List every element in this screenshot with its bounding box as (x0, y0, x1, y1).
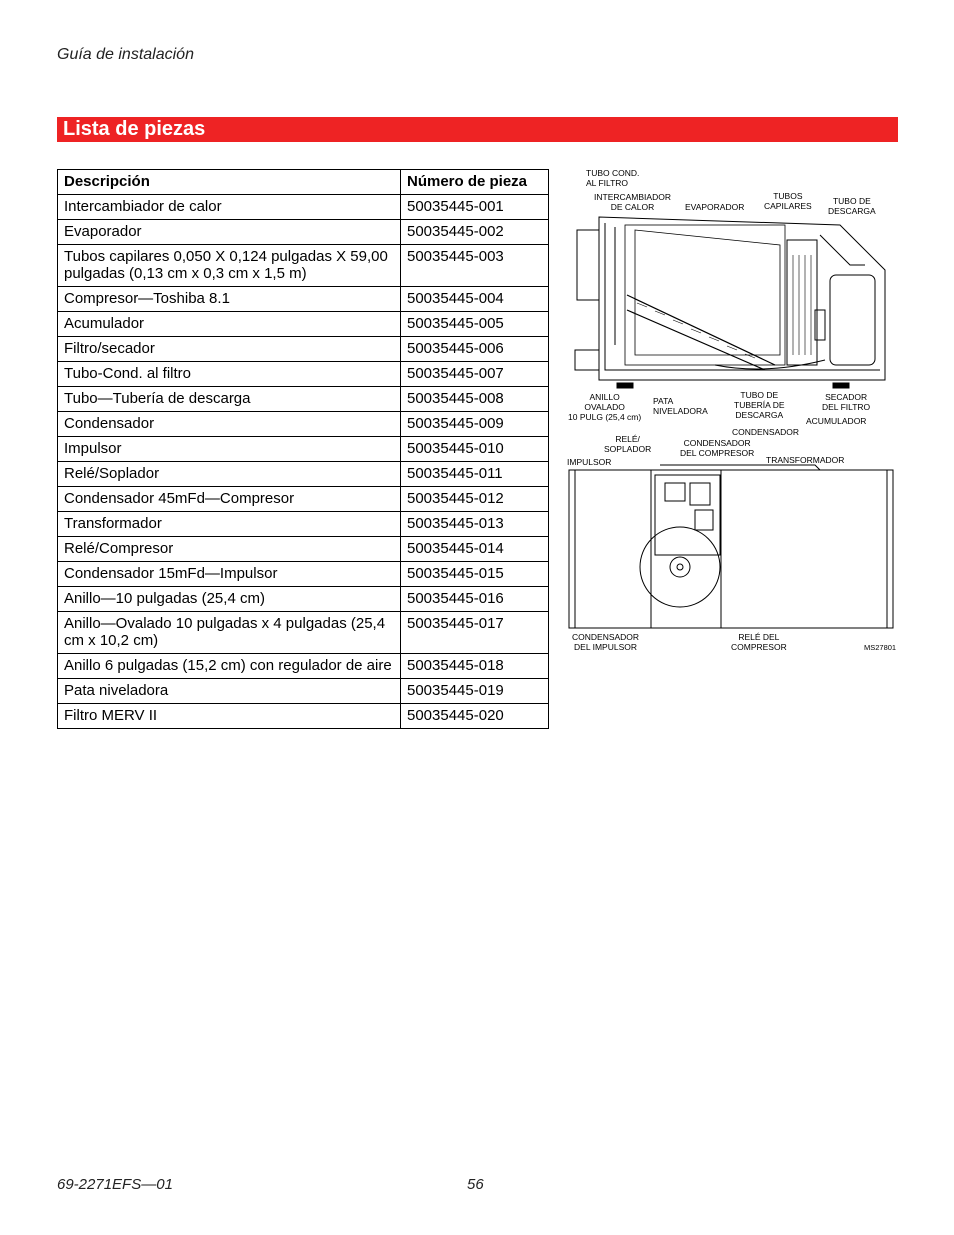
cell-part-number: 50035445-020 (401, 704, 549, 729)
cell-part-number: 50035445-007 (401, 362, 549, 387)
label-rele-compresor: RELÉ DEL COMPRESOR (731, 632, 787, 652)
label-acumulador: ACUMULADOR (806, 416, 867, 426)
leveling-leg-left (617, 383, 633, 388)
table-row (58, 337, 549, 362)
cell-description: Filtro/secador (58, 337, 401, 362)
cell-part-number: 50035445-005 (401, 312, 549, 337)
cell-description: Anillo—10 pulgadas (25,4 cm) (58, 587, 401, 612)
cell-description: Condensador 15mFd—Impulsor (58, 562, 401, 587)
section-title: Lista de piezas (57, 117, 898, 142)
cell-part-number: 50035445-010 (401, 437, 549, 462)
table-row (58, 287, 549, 312)
cell-part-number: 50035445-018 (401, 654, 549, 679)
table-row (58, 412, 549, 437)
header-title: Guía de instalación (57, 46, 194, 63)
label-condensador: CONDENSADOR (732, 427, 800, 437)
table-row (58, 679, 549, 704)
label-evaporador: EVAPORADOR (685, 202, 745, 212)
parts-diagram (565, 165, 905, 665)
label-transformador: TRANSFORMADOR (766, 455, 845, 465)
table-row (58, 487, 549, 512)
transformer-shape (695, 510, 713, 530)
table-row (58, 512, 549, 537)
compressor-capacitor-shape (690, 483, 710, 505)
cell-description: Relé/Soplador (58, 462, 401, 487)
label-secador-filtro: SECADOR DEL FILTRO (822, 392, 871, 412)
ring-mount (575, 350, 599, 370)
cell-part-number: 50035445-014 (401, 537, 549, 562)
cell-part-number: 50035445-017 (401, 612, 549, 654)
condenser-shape (787, 240, 817, 365)
label-impulsor: IMPULSOR (567, 457, 612, 467)
cell-description: Relé/Compresor (58, 537, 401, 562)
cell-part-number: 50035445-012 (401, 487, 549, 512)
coil-strip (627, 295, 775, 370)
cell-part-number: 50035445-015 (401, 562, 549, 587)
label-pata-niveladora: PATA NIVELADORA (653, 396, 708, 416)
cell-description: Anillo—Ovalado 10 pulgadas x 4 pulgadas (25,4 cm x 10,2 cm) (58, 612, 401, 654)
table-row (58, 537, 549, 562)
diagram-code: MS27801 (864, 643, 897, 652)
cell-description: Tubo—Tubería de descarga (58, 387, 401, 412)
cell-description: Anillo 6 pulgadas (15,2 cm) con regulador de aire (58, 654, 401, 679)
table-row (58, 195, 549, 220)
footer-page-number: 56 (467, 1176, 484, 1193)
oval-ring-shape (577, 230, 599, 300)
table-row (58, 654, 549, 679)
cell-part-number: 50035445-008 (401, 387, 549, 412)
table-row (58, 704, 549, 729)
parts-table-body (58, 195, 549, 729)
label-rele-soplador: RELÉ/ SOPLADOR (604, 434, 652, 454)
table-row (58, 312, 549, 337)
cell-description: Intercambiador de calor (58, 195, 401, 220)
cell-description: Compresor—Toshiba 8.1 (58, 287, 401, 312)
table-row (58, 437, 549, 462)
cell-part-number: 50035445-006 (401, 337, 549, 362)
parts-table (57, 169, 549, 729)
blower-wheel-shape (640, 527, 720, 607)
cell-description: Acumulador (58, 312, 401, 337)
cell-part-number: 50035445-002 (401, 220, 549, 245)
table-row (58, 462, 549, 487)
leveling-leg-right (833, 383, 849, 388)
cell-description: Transformador (58, 512, 401, 537)
table-row (58, 387, 549, 412)
cell-description: Condensador (58, 412, 401, 437)
label-anillo-ovalado: ANILLO OVALADO 10 PULG (25,4 cm) (568, 392, 642, 422)
cell-description: Tubos capilares 0,050 X 0,124 pulgadas X 59,00 pulgadas (0,13 cm x 0,3 cm x 1,5 m) (58, 245, 401, 287)
cell-description: Filtro MERV II (58, 704, 401, 729)
cell-part-number: 50035445-016 (401, 587, 549, 612)
unit-housing-front (569, 470, 893, 628)
cell-description: Condensador 45mFd—Compresor (58, 487, 401, 512)
cell-description: Tubo-Cond. al filtro (58, 362, 401, 387)
compressor-shape (830, 275, 875, 365)
cell-part-number: 50035445-009 (401, 412, 549, 437)
cell-part-number: 50035445-003 (401, 245, 549, 287)
cell-part-number: 50035445-004 (401, 287, 549, 312)
label-tubo-tuberia-descarga: TUBO DE TUBERÍA DE DESCARGA (734, 390, 785, 420)
table-row (58, 612, 549, 654)
cell-description: Pata niveladora (58, 679, 401, 704)
cell-part-number: 50035445-019 (401, 679, 549, 704)
table-row (58, 362, 549, 387)
label-condensador-impulsor: CONDENSADOR DEL IMPULSOR (572, 632, 640, 652)
column-header-part-number: Número de pieza (401, 170, 549, 195)
table-header-row (58, 170, 549, 195)
label-tubo-descarga: TUBO DE DESCARGA (828, 196, 876, 216)
column-header-description: Descripción (58, 170, 401, 195)
blower-relay-shape (665, 483, 685, 501)
cell-description: Evaporador (58, 220, 401, 245)
table-row (58, 245, 549, 287)
label-tubos-capilares: TUBOS CAPILARES (764, 191, 812, 211)
table-row (58, 562, 549, 587)
evaporator-shape (635, 230, 780, 355)
footer-document-number: 69-2271EFS—01 (57, 1176, 173, 1193)
table-row (58, 587, 549, 612)
cell-part-number: 50035445-013 (401, 512, 549, 537)
label-tubo-cond: TUBO COND. AL FILTRO (586, 168, 640, 188)
cell-description: Impulsor (58, 437, 401, 462)
label-condensador-compresor: CONDENSADOR DEL COMPRESOR (680, 438, 755, 458)
table-row (58, 220, 549, 245)
label-intercambiador: INTERCAMBIADOR DE CALOR (594, 192, 671, 212)
cell-part-number: 50035445-001 (401, 195, 549, 220)
cell-part-number: 50035445-011 (401, 462, 549, 487)
